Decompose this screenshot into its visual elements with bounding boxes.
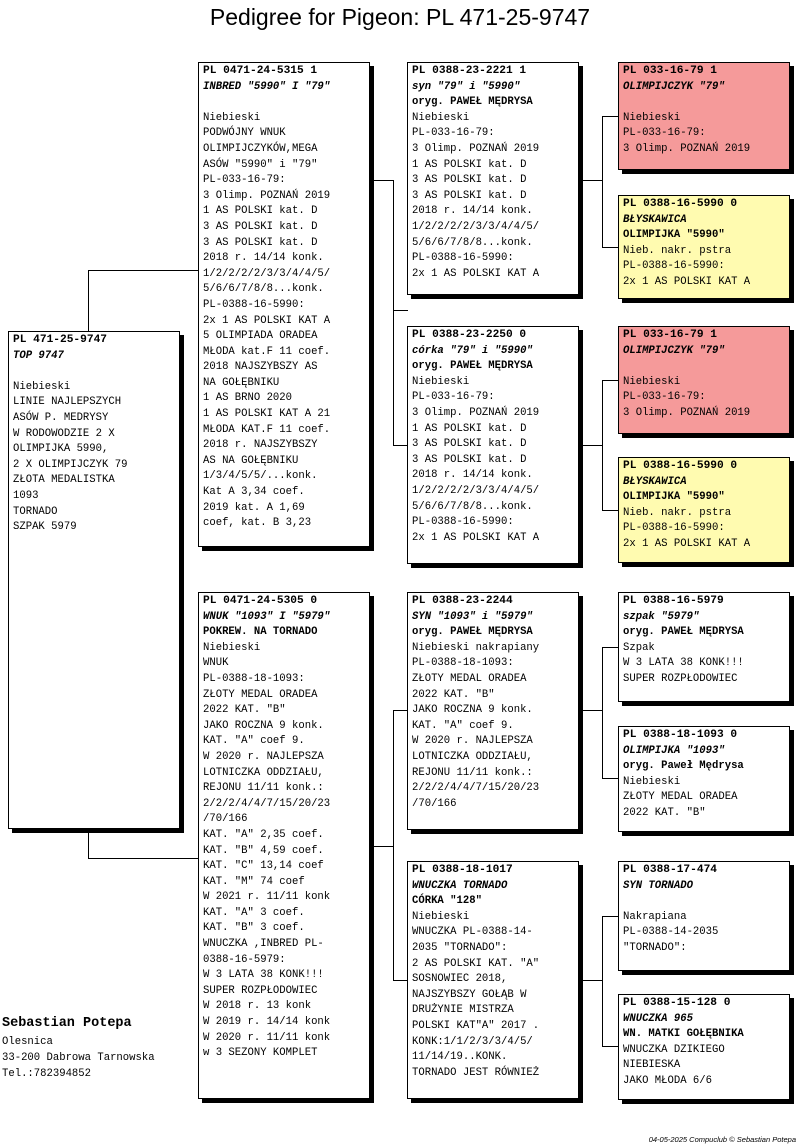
connector-line [602, 1046, 619, 1047]
pedigree-line: OLIMPIJKA 5990, [13, 443, 109, 456]
connector-line [88, 829, 89, 859]
pigeon-card-dam-dam[interactable] [407, 861, 579, 1099]
pedigree-line: PL-033-16-79: [203, 174, 286, 187]
connector-line [393, 310, 408, 311]
pigeon-card-sire-dam[interactable] [407, 326, 579, 564]
pedigree-line: POLSKI KAT"A" 2017 . [412, 1019, 540, 1032]
pigeon-name: OLIMPIJKA "1093" [623, 744, 725, 757]
pedigree-line: PL-033-16-79: [623, 391, 706, 404]
pedigree-line: 1/2/2/2/2/3/3/4/4/5/ [203, 267, 331, 280]
pedigree-line: KAT. "M" 74 coef [203, 875, 305, 888]
pigeon-card-gen4-8[interactable] [618, 994, 790, 1100]
pedigree-line: ZŁOTA MEDALISTKA [13, 474, 115, 487]
pedigree-line: oryg. PAWEŁ MĘDRYSA [623, 626, 744, 639]
pedigree-line: WNUK [203, 657, 229, 670]
pedigree-line: PL-033-16-79: [623, 127, 706, 140]
pigeon-name: INBRED "5990" I "79" [203, 80, 331, 93]
pedigree-line: REJONU 11/11 konk.: [412, 766, 533, 779]
pigeon-name: OLIMPIJCZYK "79" [623, 344, 725, 357]
pedigree-line: REJONU 11/11 konk.: [203, 782, 324, 795]
pedigree-line [623, 359, 785, 375]
pigeon-card-sire[interactable] [198, 62, 370, 547]
pedigree-line: 1 AS POLSKI KAT A 21 [203, 408, 331, 421]
pedigree-line: PL-0388-16-5990: [623, 522, 725, 535]
pedigree-line: 11/14/19..KONK. [412, 1051, 508, 1064]
pedigree-line: 2 AS POLSKI KAT. "A" [412, 957, 540, 970]
pedigree-line: 2/2/2/4/4/7/15/20/23 [203, 797, 331, 810]
connector-line [602, 916, 603, 1047]
pedigree-line: oryg. PAWEŁ MĘDRYSA [412, 626, 533, 639]
pedigree-line: CÓRKA "128" [412, 895, 482, 908]
pedigree-line: ASÓW "5990" i "79" [203, 158, 318, 171]
pedigree-line: KAT. "A" coef 9. [203, 735, 305, 748]
owner-phone: Tel.:782394852 [2, 1068, 92, 1080]
pedigree-line [13, 364, 175, 380]
pigeon-card-gen4-5[interactable] [618, 592, 790, 702]
pedigree-line: 1/2/2/2/2/3/3/4/4/5/ [412, 220, 540, 233]
pedigree-line [203, 95, 365, 111]
pedigree-line: oryg. Paweł Mędrysa [623, 760, 744, 773]
pedigree-line: KAT. "A" coef 9. [412, 719, 514, 732]
pedigree-line: KAT. "C" 13,14 coef [203, 860, 324, 873]
pedigree-line: 1 AS BRNO 2020 [203, 392, 293, 405]
ring-number: PL 0388-23-2250 0 [412, 329, 527, 341]
pedigree-line: 1/3/4/5/5/...konk. [203, 470, 318, 483]
pigeon-name: córka "79" i "5990" [412, 344, 533, 357]
pigeon-name: SYN "1093" i "5979" [412, 610, 533, 623]
pedigree-line: PL-0388-18-1093: [203, 672, 305, 685]
pedigree-line: W 2019 r. 14/14 konk [203, 1016, 331, 1029]
pedigree-line: TORNADO JEST RÓWNIEŻ [412, 1066, 540, 1079]
pigeon-name: BŁYSKAWICA [623, 475, 687, 488]
owner-address: 33-200 Dabrowa Tarnowska [2, 1052, 155, 1064]
connector-line [393, 180, 394, 445]
pedigree-line: 3 AS POLSKI kat. D [412, 189, 527, 202]
pedigree-line: 0388-16-5979: [203, 953, 286, 966]
connector-line [393, 710, 394, 980]
connector-line [582, 180, 602, 181]
pedigree-line: 2x 1 AS POLSKI KAT A [412, 267, 540, 280]
connector-line [602, 647, 619, 648]
pedigree-line: NIEBIESKA [623, 1059, 681, 1072]
pedigree-line: 1 AS POLSKI kat. D [412, 422, 527, 435]
pedigree-line: NA GOŁĘBNIKU [203, 376, 280, 389]
pedigree-line: 2x 1 AS POLSKI KAT A [623, 537, 751, 550]
connector-line [393, 710, 408, 711]
pedigree-line: ZŁOTY MEDAL ORADEA [203, 688, 318, 701]
pedigree-line: 2/2/2/4/4/7/15/20/23 [412, 782, 540, 795]
pedigree-line: 2022 KAT. "B" [203, 704, 286, 717]
ring-number: PL 0471-24-5315 1 [203, 65, 318, 77]
connector-line [88, 858, 199, 859]
pedigree-line: 2019 kat. A 1,69 [203, 501, 305, 514]
pedigree-line: 3 Olimp. POZNAŃ 2019 [623, 406, 751, 419]
pedigree-line: 3 Olimp. POZNAŃ 2019 [623, 142, 751, 155]
ring-number: PL 033-16-79 1 [623, 65, 717, 77]
pedigree-line: 5 OLIMPIADA ORADEA [203, 330, 318, 343]
pedigree-line: LOTNICZKA ODDZIAŁU, [412, 750, 533, 763]
pigeon-card-dam-sire[interactable] [407, 592, 579, 830]
pigeon-name: WNUCZKA TORNADO [412, 879, 508, 892]
pedigree-line: AS NA GOŁĘBNIKU [203, 454, 299, 467]
pedigree-line: PL-0388-14-2035 [623, 926, 719, 939]
pigeon-name: WNUK "1093" I "5979" [203, 610, 331, 623]
pedigree-line: 5/6/6/7/8/8...konk. [412, 236, 533, 249]
connector-line [602, 116, 619, 117]
pedigree-line: oryg. PAWEŁ MĘDRYSA [412, 96, 533, 109]
pedigree-line: 1/2/2/2/2/3/3/4/4/5/ [412, 484, 540, 497]
connector-line [602, 510, 619, 511]
pedigree-line: MŁODA KAT.F 11 coef. [203, 423, 331, 436]
ring-number: PL 471-25-9747 [13, 334, 107, 346]
pedigree-line: 3 Olimp. POZNAŃ 2019 [412, 142, 540, 155]
connector-line [393, 980, 408, 981]
pedigree-line: SUPER ROZPŁODOWIEC [623, 672, 738, 685]
pedigree-line: KAT. "A" 2,35 coef. [203, 828, 324, 841]
connector-line [88, 270, 89, 332]
pedigree-line: PL-0388-16-5990: [412, 252, 514, 265]
pedigree-line: W 3 LATA 38 KONK!!! [203, 969, 324, 982]
pedigree-line: KAT. "A" 3 coef. [203, 906, 305, 919]
pedigree-line: WNUCZKA DZIKIEGO [623, 1043, 725, 1056]
pedigree-line: JAKO MŁODA 6/6 [623, 1074, 713, 1087]
pedigree-line: POKREW. NA TORNADO [203, 626, 318, 639]
pedigree-line: coef, kat. B 3,23 [203, 517, 312, 530]
pedigree-line: 2022 KAT. "B" [412, 688, 495, 701]
pedigree-line: 1 AS POLSKI kat. D [412, 158, 527, 171]
owner-name: Sebastian Potepa [2, 1016, 132, 1031]
ring-number: PL 033-16-79 1 [623, 329, 717, 341]
pedigree-line: Niebieski [412, 111, 470, 124]
pedigree-line [623, 95, 785, 111]
pedigree-line: 2x 1 AS POLSKI KAT A [203, 314, 331, 327]
pedigree-line: Niebieski [623, 375, 681, 388]
connector-line [602, 778, 619, 779]
page-title: Pedigree for Pigeon: PL 471-25-9747 [209, 4, 591, 30]
pedigree-line: 2 X OLIMPIJCZYK 79 [13, 458, 128, 471]
pedigree-line: 3 AS POLSKI kat. D [203, 236, 318, 249]
connector-line [582, 445, 602, 446]
pedigree-line: Nieb. nakr. pstra [623, 506, 732, 519]
pedigree-line: LOTNICZKA ODDZIAŁU, [203, 766, 324, 779]
pedigree-line: KAT. "B" 3 coef. [203, 922, 305, 935]
pedigree-line: TORNADO [13, 505, 58, 518]
pedigree-line: W 2020 r. NAJLEPSZA [412, 735, 533, 748]
connector-line [602, 916, 619, 917]
pigeon-card-gen4-7[interactable] [618, 861, 790, 971]
pedigree-line: 5/6/6/7/8/8...konk. [412, 500, 533, 513]
pedigree-line: Niebieski [13, 380, 71, 393]
pedigree-line: ASÓW P. MEDRYSY [13, 411, 109, 424]
ring-number: PL 0388-15-128 0 [623, 997, 731, 1009]
pedigree-line: W 2020 r. 11/11 konk [203, 1031, 331, 1044]
pigeon-card-gen4-2[interactable] [618, 195, 790, 299]
pedigree-line: Niebieski nakrapiany [412, 641, 540, 654]
ring-number: PL 0471-24-5305 0 [203, 595, 318, 607]
pedigree-line: PL-033-16-79: [412, 127, 495, 140]
pedigree-line: MŁODA kat.F 11 coef. [203, 345, 331, 358]
ring-number: PL 0388-16-5990 0 [623, 198, 738, 210]
pedigree-line [623, 894, 785, 910]
pedigree-line: SOSNOWIEC 2018, [412, 973, 508, 986]
connector-line [582, 980, 602, 981]
pigeon-name: TOP 9747 [13, 349, 64, 362]
pedigree-line: Niebieski [203, 641, 261, 654]
ring-number: PL 0388-17-474 [623, 864, 717, 876]
pedigree-line: W 2020 r. NAJLEPSZA [203, 750, 324, 763]
pedigree-line: SZPAK 5979 [13, 521, 77, 534]
pedigree-line: Niebieski [203, 111, 261, 124]
pedigree-line: 3 Olimp. POZNAŃ 2019 [203, 189, 331, 202]
pigeon-card-gen4-3[interactable] [618, 326, 790, 434]
ring-number: PL 0388-23-2221 1 [412, 65, 527, 77]
pedigree-line: OLIMPIJCZYKÓW,MEGA [203, 142, 318, 155]
pedigree-line: Niebieski [412, 375, 470, 388]
pedigree-line: DRUŻYNIE MISTRZA [412, 1004, 514, 1017]
connector-line [602, 380, 603, 510]
pedigree-line: 2022 KAT. "B" [623, 806, 706, 819]
pedigree-line: 2018 NAJSZYBSZY AS [203, 361, 318, 374]
pedigree-line: ZŁOTY MEDAL ORADEA [412, 672, 527, 685]
pedigree-line: 2x 1 AS POLSKI KAT A [412, 531, 540, 544]
pedigree-line: oryg. PAWEŁ MĘDRYSA [412, 360, 533, 373]
pedigree-line: W 2018 r. 13 konk [203, 1000, 312, 1013]
connector-line [602, 380, 619, 381]
pedigree-line: Nakrapiana [623, 910, 687, 923]
pedigree-line: W 3 LATA 38 KONK!!! [623, 657, 744, 670]
pedigree-line: 2x 1 AS POLSKI KAT A [623, 275, 751, 288]
pigeon-name: SYN TORNADO [623, 879, 693, 892]
pedigree-line: Niebieski [623, 111, 681, 124]
pedigree-line: 3 AS POLSKI kat. D [412, 174, 527, 187]
pedigree-line: WN. MATKI GOŁĘBNIKA [623, 1028, 744, 1041]
pedigree-line: 1 AS POLSKI kat. D [203, 205, 318, 218]
pedigree-line: 3 Olimp. POZNAŃ 2019 [412, 406, 540, 419]
pedigree-line: PL-0388-16-5990: [203, 298, 305, 311]
pedigree-line: Kat A 3,34 coef. [203, 486, 305, 499]
ring-number: PL 0388-16-5979 [623, 595, 724, 607]
connector-line [373, 180, 393, 181]
pigeon-card-dam[interactable] [198, 592, 370, 1099]
pigeon-name: WNUCZKA 965 [623, 1012, 693, 1025]
owner-info [2, 1014, 155, 1082]
ring-number: PL 0388-18-1017 [412, 864, 513, 876]
pedigree-line: OLIMPIJKA "5990" [623, 229, 725, 242]
pedigree-line: PL-0388-18-1093: [412, 657, 514, 670]
pedigree-line: PL-033-16-79: [412, 391, 495, 404]
connector-line [393, 445, 408, 446]
pedigree-line: Nieb. nakr. pstra [623, 244, 732, 257]
pedigree-line: JAKO ROCZNA 9 konk. [412, 704, 533, 717]
pedigree-line: "TORNADO": [623, 941, 687, 954]
footer-credit: 04-05-2025 Compuclub © Sebastian Potepa [648, 1135, 796, 1144]
pedigree-line: 2018 r. 14/14 konk. [203, 252, 324, 265]
pigeon-card-gen4-6[interactable] [618, 726, 790, 832]
connector-line [88, 270, 199, 271]
pedigree-line: 2018 r. 14/14 konk. [412, 205, 533, 218]
pedigree-line: W RODOWODZIE 2 X [13, 427, 115, 440]
pedigree-line: PL-0388-16-5990: [412, 516, 514, 529]
pedigree-line: NAJSZYBSZY GOŁĄB W [412, 988, 527, 1001]
pigeon-card-gen4-1[interactable] [618, 62, 790, 170]
pedigree-line: Szpak [623, 641, 655, 654]
pedigree-line: SUPER ROZPŁODOWIEC [203, 984, 318, 997]
ring-number: PL 0388-18-1093 0 [623, 729, 738, 741]
pedigree-line: WNUCZKA ,INBRED PL- [203, 938, 324, 951]
pigeon-name: syn "79" i "5990" [412, 80, 521, 93]
ring-number: PL 0388-23-2244 [412, 595, 513, 607]
connector-line [582, 710, 602, 711]
pedigree-line: LINIE NAJLEPSZYCH [13, 396, 122, 409]
pedigree-line: 3 AS POLSKI kat. D [203, 220, 318, 233]
pedigree-line: w 3 SEZONY KOMPLET [203, 1047, 318, 1060]
pedigree-line: PODWÓJNY WNUK [203, 127, 286, 140]
pigeon-card-sire-sire[interactable] [407, 62, 579, 295]
pedigree-line: 3 AS POLSKI kat. D [412, 438, 527, 451]
ring-number: PL 0388-16-5990 0 [623, 460, 738, 472]
pedigree-line: JAKO ROCZNA 9 konk. [203, 719, 324, 732]
pedigree-line: 2018 r. NAJSZYBSZY [203, 439, 318, 452]
pigeon-card-gen4-4[interactable] [618, 457, 790, 563]
pedigree-line: 3 AS POLSKI kat. D [412, 453, 527, 466]
connector-line [602, 247, 619, 248]
pedigree-line: KONK:1/1/2/3/3/4/5/ [412, 1035, 533, 1048]
pedigree-line: OLIMPIJKA "5990" [623, 491, 725, 504]
connector-line [373, 846, 393, 847]
owner-city: Olesnica [2, 1036, 53, 1048]
pedigree-line: 2018 r. 14/14 konk. [412, 469, 533, 482]
pigeon-name: BŁYSKAWICA [623, 213, 687, 226]
pedigree-line: 5/6/6/7/8/8...konk. [203, 283, 324, 296]
pedigree-line: Niebieski [412, 910, 470, 923]
pedigree-line: /70/166 [412, 797, 457, 810]
pedigree-line: Niebieski [623, 775, 681, 788]
pedigree-line: /70/166 [203, 813, 248, 826]
pedigree-line: PL-0388-16-5990: [623, 260, 725, 273]
pedigree-line: W 2021 r. 11/11 konk [203, 891, 331, 904]
pigeon-card-subject[interactable] [8, 331, 180, 829]
connector-line [602, 116, 603, 248]
pedigree-line: ZŁOTY MEDAL ORADEA [623, 791, 738, 804]
connector-line [602, 647, 603, 779]
pedigree-line: 2035 "TORNADO": [412, 941, 508, 954]
pedigree-line: KAT. "B" 4,59 coef. [203, 844, 324, 857]
pedigree-line: WNUCZKA PL-0388-14- [412, 926, 533, 939]
pigeon-name: OLIMPIJCZYK "79" [623, 80, 725, 93]
pedigree-line: 1093 [13, 489, 39, 502]
pigeon-name: szpak "5979" [623, 610, 700, 623]
